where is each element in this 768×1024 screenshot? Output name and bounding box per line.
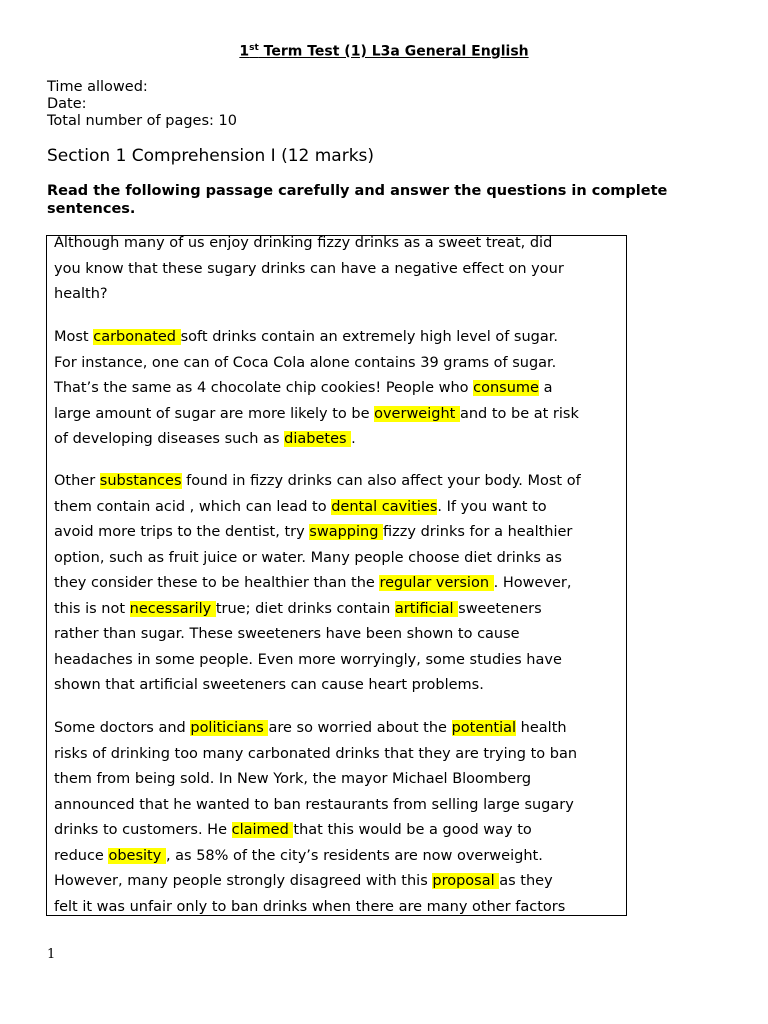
- passage-line: avoid more trips to the dentist, try swapping fizzy drinks for a healthier: [54, 524, 573, 540]
- date-label: Date:: [47, 96, 87, 112]
- instructions: Read the following passage carefully and answer the questions in complete sentences.: [47, 183, 668, 217]
- passage-line: felt it was unfair only to ban drinks when there are many other factors: [54, 898, 566, 915]
- passage-line: reduce obesity , as 58% of the city’s residents are now overweight.: [54, 847, 543, 864]
- paragraph-3: [54, 469, 622, 699]
- passage-line: Other substances found in fizzy drinks can also affect your body. Most of: [54, 473, 581, 489]
- passage-line: However, many people strongly disagreed with this proposal as they: [54, 873, 553, 889]
- highlighted-word: politicians: [190, 720, 269, 736]
- section-heading: Section 1 Comprehension I (12 marks): [47, 146, 375, 166]
- title-number: 1: [239, 43, 250, 60]
- highlighted-word: regular version: [379, 575, 494, 591]
- highlighted-word: necessarily: [129, 600, 216, 617]
- page-title: [0, 43, 768, 60]
- passage-line: For instance, one can of Coca Cola alone contains 39 grams of sugar.: [54, 354, 557, 371]
- page-number: 1: [47, 947, 56, 962]
- passage-line: Some doctors and politicians are so worried about the potential health: [54, 720, 567, 736]
- highlighted-word: substances: [99, 473, 182, 489]
- highlighted-word: overweight: [374, 405, 460, 422]
- passage-line: shown that artificial sweeteners can cause heart problems.: [54, 677, 484, 693]
- passage-line: large amount of sugar are more likely to be overweight and to be at risk: [54, 405, 579, 422]
- passage-line: them from being sold. In New York, the mayor Michael Bloomberg: [54, 771, 532, 787]
- passage-line: rather than sugar. These sweeteners have been shown to cause: [54, 626, 520, 642]
- highlighted-word: proposal: [432, 873, 500, 889]
- highlighted-word: carbonated: [93, 329, 181, 345]
- passage-line: this is not necessarily true; diet drinks contain artificial sweeteners: [54, 600, 542, 617]
- passage-line: of developing diseases such as diabetes .: [54, 431, 356, 447]
- passage-line: headaches in some people. Even more worryingly, some studies have: [54, 651, 562, 668]
- highlighted-word: diabetes: [284, 431, 352, 447]
- passage-line: health?: [54, 286, 108, 302]
- paragraph-2: [54, 325, 622, 453]
- highlighted-word: claimed: [231, 822, 294, 838]
- paragraph-1: [54, 235, 622, 308]
- reading-passage: [46, 235, 627, 916]
- highlighted-word: obesity: [108, 847, 166, 864]
- highlighted-word: swapping: [309, 524, 384, 540]
- passage-line: Although many of us enjoy drinking fizzy drinks as a sweet treat, did: [54, 235, 553, 251]
- passage-line: option, such as fruit juice or water. Many people choose diet drinks as: [54, 549, 562, 566]
- highlighted-word: consume: [473, 380, 539, 396]
- passage-line: announced that he wanted to ban restaurants from selling large sugary: [54, 796, 574, 813]
- passage-line: they consider these to be healthier than the regular version . However,: [54, 575, 572, 591]
- time-allowed-label: Time allowed:: [47, 79, 148, 95]
- title-superscript: st: [249, 43, 259, 53]
- title-text: Term Test (1) L3a General English: [258, 43, 529, 60]
- passage-line: That’s the same as 4 chocolate chip cookies! People who consume a: [54, 380, 553, 396]
- highlighted-word: artificial: [394, 600, 459, 617]
- paragraph-4: [54, 716, 622, 916]
- passage-line: you know that these sugary drinks can have a negative effect on your: [54, 260, 564, 277]
- passage-line: drinks to customers. He claimed that this would be a good way to: [54, 822, 532, 838]
- total-pages-label: Total number of pages: 10: [47, 113, 237, 129]
- highlighted-word: potential: [451, 720, 517, 736]
- highlighted-word: dental cavities: [331, 498, 438, 515]
- passage-line: Most carbonated soft drinks contain an extremely high level of sugar.: [54, 329, 558, 345]
- passage-line: risks of drinking too many carbonated drinks that they are trying to ban: [54, 745, 578, 762]
- passage-line: them contain acid , which can lead to dental cavities. If you want to: [54, 498, 547, 515]
